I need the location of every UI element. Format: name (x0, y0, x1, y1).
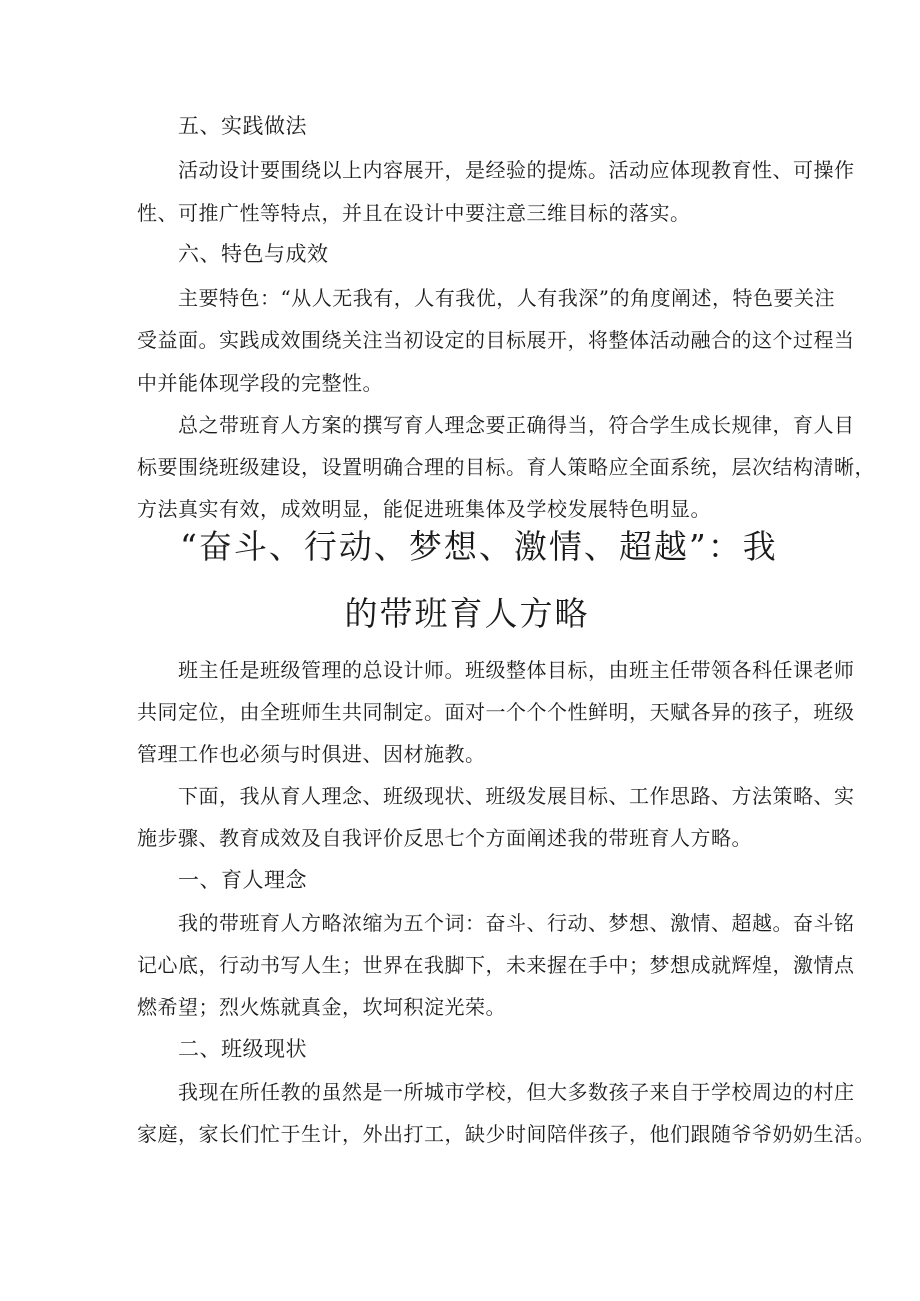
paragraph-line: 家庭，家长们忙于生计，外出打工，缺少时间陪伴孩子，他们跟随爷爷奶奶生活。 (137, 1122, 875, 1146)
paragraph-line: 我现在所任教的虽然是一所城市学校，但大多数孩子来自于学校周边的村庄 (178, 1080, 855, 1104)
section-heading-philosophy: 一、育人理念 (178, 868, 307, 892)
paragraph-line: 总之带班育人方案的撰写育人理念要正确得当，符合学生成长规律，育人目 (178, 413, 855, 437)
paragraph-line: 受益面。实践成效围绕关注当初设定的目标展开，将整体活动融合的这个过程当 (137, 328, 855, 352)
article-title-line2: 的带班育人方略 (344, 594, 590, 633)
paragraph-line: 主要特色：“从人无我有，人有我优，人有我深”的角度阐述，特色要关注 (178, 286, 835, 310)
paragraph-line: 共同定位，由全班师生共同制定。面对一个个个性鲜明，天赋各异的孩子，班级 (137, 700, 855, 724)
article-title-line1: “奋斗、行动、梦想、激情、超越”：我 (180, 527, 778, 566)
paragraph-line: 施步骤、教育成效及自我评价反思七个方面阐述我的带班育人方略。 (137, 826, 752, 850)
paragraph-line: 标要围绕班级建设，设置明确合理的目标。育人策略应全面系统，层次结构清晰， (137, 455, 875, 479)
paragraph-line: 燃希望；烈火炼就真金，坎坷积淀光荣。 (137, 995, 506, 1019)
paragraph-line: 班主任是班级管理的总设计师。班级整体目标，由班主任带领各科任课老师 (178, 658, 855, 682)
paragraph-line: 我的带班育人方略浓缩为五个词：奋斗、行动、梦想、激情、超越。奋斗铭 (178, 911, 855, 935)
section-heading-practice: 五、实践做法 (178, 114, 307, 138)
paragraph-line: 记心底，行动书写人生；世界在我脚下，未来握在手中；梦想成就辉煌，激情点 (137, 953, 855, 977)
paragraph-line: 下面，我从育人理念、班级现状、班级发展目标、工作思路、方法策略、实 (178, 784, 855, 808)
section-heading-class-status: 二、班级现状 (178, 1037, 307, 1061)
paragraph-line: 中并能体现学段的完整性。 (137, 371, 383, 395)
paragraph-line: 管理工作也必须与时俱进、因材施教。 (137, 742, 486, 766)
paragraph-line: 性、可推广性等特点，并且在设计中要注意三维目标的落实。 (137, 201, 691, 225)
paragraph-line: 方法真实有效，成效明显，能促进班集体及学校发展特色明显。 (137, 497, 711, 521)
section-heading-features: 六、特色与成效 (178, 242, 329, 266)
paragraph-line: 活动设计要围绕以上内容展开，是经验的提炼。活动应体现教育性、可操作 (178, 158, 855, 182)
